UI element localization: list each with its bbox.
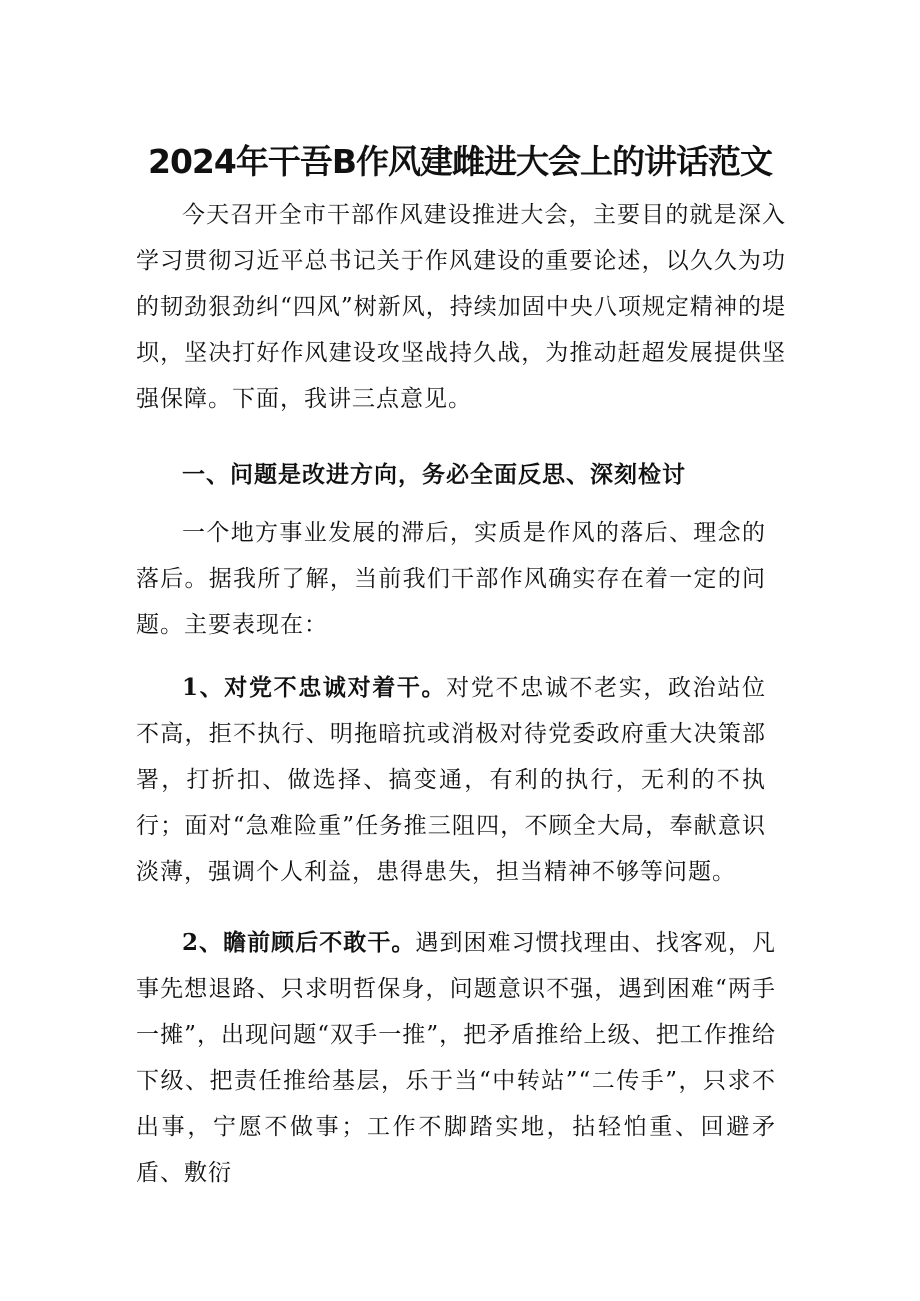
intro-paragraph: 今天召开全市干部作风建设推进大会，主要目的就是深入学习贯彻习近平总书记关于作风建设的重要论述，以久久为功的韧劲狠劲纠“四风”树新风，持续加固中央八项规定精神的堤坝，坚决打好作风建设攻坚战持久战，为推动赶超发展提供坚强保障。下面，我讲三点意见。 xyxy=(136,202,786,412)
section-intro-paragraph: 一个地方事业发展的滞后，实质是作风的落后、理念的落后。据我所了解，当前我们干部作风确实存在着一定的问题。主要表现在： xyxy=(136,520,766,638)
document-title: 2024年干吾B作风建雌进大会上的讲话范文 xyxy=(148,142,772,181)
list-item-1 xyxy=(136,665,766,895)
section-heading-1: 一、问题是改进方向，务必全面反思、深刻检讨 xyxy=(182,461,686,488)
list-item-2-body: 遇到困难习惯找理由、找客观，凡事先想退路、只求明哲保身，问题意识不强，遇到困难“两手一摊”，出现问题“双手一推”，把矛盾推给上级、把工作推给下级、把责任推给基层，乐于当“中转站”“二传手”，只求不出事，宁愿不做事；工作不脚踏实地，拈轻怕重、回避矛盾、敷衍 xyxy=(136,930,776,1186)
list-item-1-body: 对党不忠诚不老实，政治站位不高，拒不执行、明拖暗抗或消极对待党委政府重大决策部署，打折扣、做选择、搞变通，有利的执行，无利的不执行；面对“急难险重”任务推三阻四，不顾全大局，奉献意识淡薄，强调个人利益，患得患失，担当精神不够等问题。 xyxy=(136,675,766,885)
list-item-2 xyxy=(136,920,776,1196)
list-item-1-lead: 1、对党不忠诚对着干。 xyxy=(182,674,447,701)
list-item-2-lead: 2、瞻前顾后不敢干。 xyxy=(182,929,416,956)
